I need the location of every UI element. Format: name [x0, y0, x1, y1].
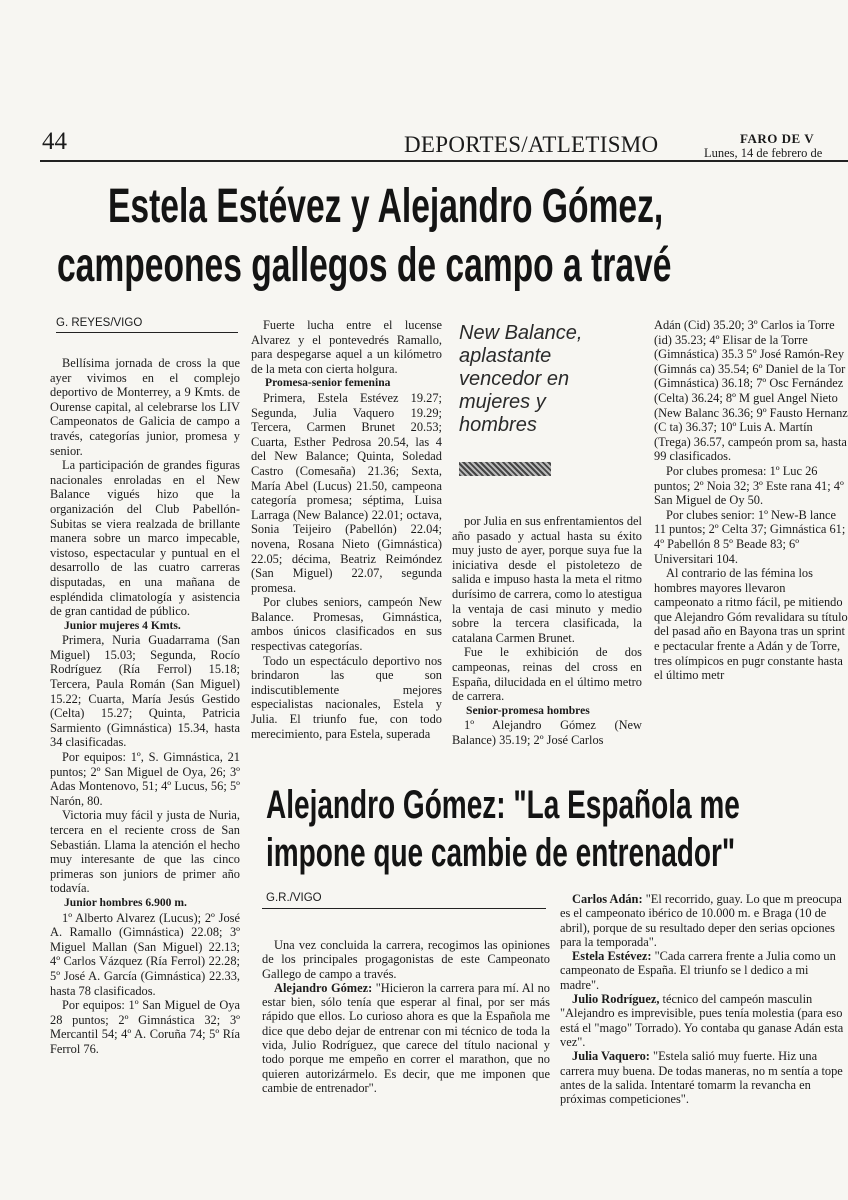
paragraph: Al contrario de las fémina los hombres mayores llevaron campeonato a ritmo fácil, pe mitiendo que Alejandro Góm revalidara su título del pasad año en Bayona tras un sprint e pectacular frente a Adán y de Torre, tres olímpicos en pugr constante hasta el último metr: [654, 566, 848, 683]
article-column-3: [452, 514, 642, 774]
paragraph: por Julia en sus enfrentamientos del año pasado y actual hasta su éxito muy justo de ayer, porque suya fue la iniciativa desde el pistoletezo de salida e impuso hasta la meta el ritmo durísimo de carrera, como lo atestigua la ventaja de casi minuto y medio sobre la tercera clasificada, la catalana Carmen Brunet.: [452, 514, 642, 645]
article-column-1: [50, 356, 240, 1098]
speaker-name: Julio Rodríguez,: [572, 992, 660, 1007]
second-headline-line2: impone que cambie de entrenador": [266, 831, 736, 875]
paragraph: Primera, Nuria Guadarrama (San Miguel) 15.03; Segunda, Rocío Rodríguez (Ría Ferrol) 15.18; Tercera, Paula Román (San Miguel) 15.22; Cuarta, María Jesús Gestido (Celta) 15.27; Quinta, Patricia Sarmiento (Gimnástica) 15.34, hasta 34 clasificadas.: [50, 633, 240, 750]
paragraph: La participación de grandes figuras nacionales enroladas en el New Balance vigués hizo que la organización del Club Pabellón-Subitas se viera realzada de brillante manera sobre un marco impecable, vistoso, espectacular y puntual en el desarrollo de las cuatro carreras disputadas, en una mañana de espléndida climatología y asistencia de gran cantidad de público.: [50, 458, 240, 619]
paragraph: 1º Alberto Alvarez (Lucus); 2º José A. Ramallo (Gimnástica) 22.08; 3º Miguel Mallan (San Miguel) 22.13; 4º Carlos Vázquez (Ría Ferrol) 22.28; 5º José A. García (Gimnástica) 22.33, hasta 78 clasificados.: [50, 910, 240, 998]
paragraph: Por equipos: 1º, S. Gimnástica, 21 puntos; 2º San Miguel de Oya, 26; 3º Adas Montenovo, 51; 4º Lucus, 56; 5º Narón, 80.: [50, 750, 240, 808]
article-column-6: [560, 892, 848, 1128]
byline: G. REYES/VIGO: [56, 317, 143, 329]
paragraph: Por equipos: 1º San Miguel de Oya 28 puntos; 2º Gimnástica 32; 3º Mercantil 54; 4º A. Coruña 74; 5º Ría Ferrol 76.: [50, 998, 240, 1056]
main-headline-line1: Estela Estévez y Alejandro Gómez,: [108, 180, 664, 233]
pull-quote: New Balance, aplastante vencedor en mujeres y hombres: [459, 322, 583, 436]
quote-text: "Estela salió muy fuerte. Hiz una carrera muy buena. De todas maneras, no m sentía a tope antes de la salida. Intentaré tomarm la revancha en próximas competiciones".: [560, 1049, 843, 1107]
article-column-2: [251, 318, 442, 773]
article-column-5: [262, 938, 550, 1118]
paragraph: Victoria muy fácil y justa de Nuria, tercera en el reciente cross de San Sebastián. Llama la atención el hecho muy interesante de que las cinco primeras son juniors de primer año todavía.: [50, 808, 240, 896]
article-column-4: [654, 318, 848, 773]
paragraph: Por clubes seniors, campeón New Balance. Promesas, Gimnástica, ambos únicos clasificados en sus respectivas categorías.: [251, 595, 442, 654]
paragraph: Una vez concluida la carrera, recogimos las opiniones de los principales progagonistas de este Campeonato Gallego de campo a través.: [262, 938, 550, 981]
pull-quote-bar: [459, 462, 551, 476]
paragraph: Bellísima jornada de cross la que ayer vivimos en el complejo deportivo de Monterrey, a 9 Kmts. de Ourense capital, al celebrarse los LIV Campeonatos de Galicia de campo a través, categorías junior, promesa y senior.: [50, 356, 240, 458]
paragraph: Fue le exhibición de dos campeonas, reinas del cross en España, dilucidada en el último metro de carrera.: [452, 645, 642, 704]
paragraph: Adán (Cid) 35.20; 3º Carlos ia Torre (id) 35.23; 4º Elisar de la Torre (Gimnástica) 35.3 5º José Ramón-Rey (Gimnás ca) 35.54; 6º Daniel de la Tor (Gimnástica) 36.18; 7º Osc Fernández (Celta) 36.24; 8º M guel Angel Nieto (New Balanc 36.36; 9º Fausto Hernanz (C ta) 36.37; 10º Luis A. Martín (Trega) 36.57, campeón prom sa, hasta 99 clasificados.: [654, 318, 848, 464]
subheading: Senior-promesa hombres: [466, 703, 590, 717]
paragraph: 1º Alejandro Gómez (New Balance) 35.19; 2º José Carlos: [452, 718, 642, 747]
speaker-name: Alejandro Gómez:: [274, 980, 373, 995]
speaker-name: Julia Vaquero:: [572, 1049, 650, 1064]
header-date: Lunes, 14 de febrero de: [704, 146, 823, 160]
subheading: Promesa-senior femenina: [265, 376, 391, 390]
subheading: Junior mujeres 4 Kmts.: [64, 618, 181, 632]
byline-rule: [56, 332, 238, 333]
main-headline-line2: campeones gallegos de campo a travé: [57, 239, 672, 292]
paragraph: Fuerte lucha entre el lucense Alvarez y el pontevedrés Ramallo, para despegarse aquel a un kilómetro de la meta con cierta holgura.: [251, 318, 442, 376]
paragraph: Primera, Estela Estévez 19.27; Segunda, Julia Vaquero 19.29; Tercera, Carmen Brunet 20.53; Cuarta, Esther Pedrosa 20.54, las 4 del New Balance; Quinta, Soledad Castro (Comesaña) 21.36; Sexta, María Abel (Lucus) 21.50, campeona categoría promesa; séptima, Luisa Larraga (New Balance) 22.01; octava, Sonia Teijeiro (Pabellón) 22.04; novena, Rosana Nieto (Gimnástica) 22.05; décima, Beatriz Reimóndez (San Miguel) 22.07, segunda promesa.: [251, 390, 442, 595]
quote-text: "El recorrido, guay. Lo que m preocupa es el campeonato ibérico de 10.000 m. e Braga (10 de abril), porque de su resultado deper den serias opciones para la temporada".: [560, 892, 842, 949]
paragraph: Todo un espectáculo deportivo nos brindaron las que son indiscutiblemente mejores especialistas nacionales, Estela y Julia. El triunfo fue, con todo merecimiento, para Estela, superada: [251, 653, 442, 741]
quote-text: técnico del campeón masculin "Alejandro es imprevisible, pues tenía molestia (para eso está el "mago" Torrado). Yo contaba qu ganase Adán esta vez".: [560, 992, 844, 1049]
paragraph: Por clubes promesa: 1º Luc 26 puntos; 2º Noia 32; 3º Este rana 41; 4º San Miguel de Oy 50.: [654, 463, 844, 508]
byline-2-rule: [262, 908, 546, 909]
second-headline-line1: Alejandro Gómez: "La Española me: [266, 783, 740, 827]
quote-text: "Hicieron la carrera para mí. Al no estar bien, sólo tenía que esperar al final, por ser más rápido que ellos. Lo curioso ahora es que la Española me dice que debo dejar de entrenar con mi técnico de toda la vida, Julio Rodríguez, que carece del título nacional y todo porque me empeño en correr el marathon, que no quieren autorizármelo. Es decir, que me imponen que cambie de entrenador".: [262, 980, 550, 1095]
byline-2: G.R./VIGO: [266, 892, 322, 904]
page-number: 44: [42, 128, 67, 155]
paragraph: Por clubes senior: 1º New-B lance 11 puntos; 2º Celta 37; Gimnástica 61; 4º Pabellón 8 5º Beade 83; 6º Universitari 104.: [654, 507, 846, 566]
speaker-name: Carlos Adán:: [572, 892, 643, 906]
header-rule: [40, 160, 848, 162]
quote-text: "Cada carrera frente a Julia como un campeonato de España. El triunfo se l dedico a mi madre".: [560, 949, 836, 992]
paper-name: FARO DE V: [740, 131, 815, 146]
section-title: DEPORTES/ATLETISMO: [404, 132, 659, 157]
speaker-name: Estela Estévez:: [572, 949, 652, 964]
subheading: Junior hombres 6.900 m.: [64, 895, 187, 909]
